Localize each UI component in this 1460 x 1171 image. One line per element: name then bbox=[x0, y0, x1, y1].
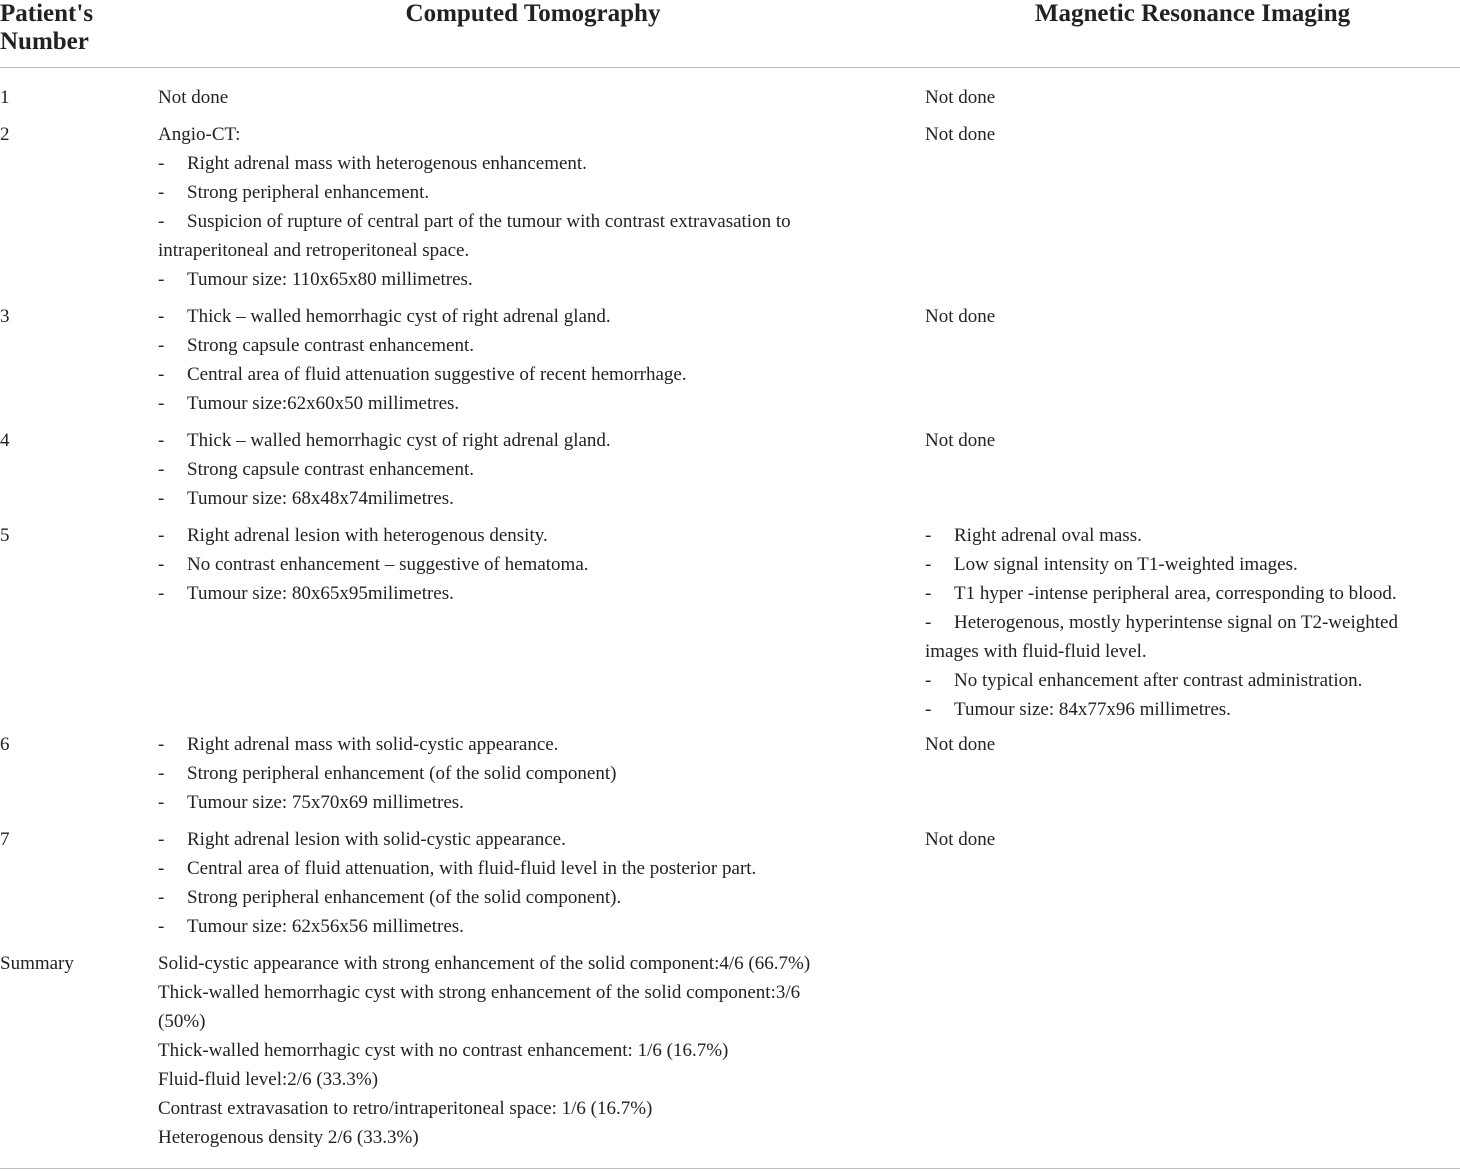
row-6-ct-line: - Right adrenal mass with solid-cystic appearance. bbox=[158, 734, 559, 755]
row-3-ct-line: - Thick – walled hemorrhagic cyst of right adrenal gland. bbox=[158, 306, 611, 327]
summary-line: Contrast extravasation to retro/intraperitoneal space: 1/6 (16.7%) bbox=[158, 1098, 653, 1119]
row-4-ct-line: - Strong capsule contrast enhancement. bbox=[158, 459, 475, 480]
row-5-ct bbox=[158, 521, 908, 608]
summary-line: Solid-cystic appearance with strong enhancement of the solid component:4/6 (66.7%) bbox=[158, 953, 811, 974]
row-5-ct-line: - Tumour size: 80x65x95milimetres. bbox=[158, 583, 454, 604]
row-1-mri-line: Not done bbox=[925, 87, 996, 108]
column-header-patient-number-text: Patient's Number bbox=[0, 0, 94, 55]
summary-line: Thick-walled hemorrhagic cyst with no contrast enhancement: 1/6 (16.7%) bbox=[158, 1040, 729, 1061]
row-5-number: 5 bbox=[0, 525, 10, 546]
row-7-ct bbox=[158, 825, 908, 941]
summary-line: Fluid-fluid level:2/6 (33.3%) bbox=[158, 1069, 379, 1090]
row-2-ct-line: - Right adrenal mass with heterogenous enhancement. bbox=[158, 153, 587, 174]
header-divider bbox=[0, 67, 1460, 68]
column-header-ct: Computed Tomography bbox=[405, 0, 661, 27]
row-5-ct-line: - Right adrenal lesion with heterogenous density. bbox=[158, 525, 548, 546]
row-5-mri-line: - T1 hyper -intense peripheral area, corresponding to blood. bbox=[925, 583, 1397, 604]
row-5-ct-line: - No contrast enhancement – suggestive of hematoma. bbox=[158, 554, 589, 575]
column-header-patient-number bbox=[0, 0, 140, 56]
row-7-mri bbox=[925, 825, 1460, 854]
row-6-ct-line: - Tumour size: 75x70x69 millimetres. bbox=[158, 792, 464, 813]
row-3-mri-line: Not done bbox=[925, 306, 996, 327]
row-1-ct-line: Not done bbox=[158, 87, 229, 108]
row-2-mri bbox=[925, 120, 1460, 149]
row-2-ct-line: intraperitoneal and retroperitoneal space. bbox=[158, 240, 470, 261]
row-3-ct-line: - Strong capsule contrast enhancement. bbox=[158, 335, 475, 356]
row-4-ct-line: - Tumour size: 68x48x74milimetres. bbox=[158, 488, 454, 509]
row-3-mri bbox=[925, 302, 1460, 331]
row-4-ct bbox=[158, 426, 908, 513]
row-3-ct-line: - Tumour size:62x60x50 millimetres. bbox=[158, 393, 460, 414]
row-1-ct bbox=[158, 83, 908, 112]
row-5-mri-line: - Heterogenous, mostly hyperintense signal on T2-weighted bbox=[925, 612, 1398, 633]
column-header-mri: Magnetic Resonance Imaging bbox=[1034, 0, 1351, 27]
row-7-number: 7 bbox=[0, 829, 10, 850]
row-4-ct-line: - Thick – walled hemorrhagic cyst of right adrenal gland. bbox=[158, 430, 611, 451]
row-5-mri-line: - No typical enhancement after contrast administration. bbox=[925, 670, 1363, 691]
row-4-mri-line: Not done bbox=[925, 430, 996, 451]
row-2-ct-line: - Tumour size: 110x65x80 millimetres. bbox=[158, 269, 473, 290]
row-7-mri-line: Not done bbox=[925, 829, 996, 850]
row-2-ct-line: Angio-CT: bbox=[158, 124, 241, 145]
row-4-mri bbox=[925, 426, 1460, 455]
row-7-ct-line: - Strong peripheral enhancement (of the solid component). bbox=[158, 887, 622, 908]
row-6-mri bbox=[925, 730, 1460, 759]
row-6-mri-line: Not done bbox=[925, 734, 996, 755]
row-6-number: 6 bbox=[0, 734, 10, 755]
row-5-mri-line: - Tumour size: 84x77x96 millimetres. bbox=[925, 699, 1231, 720]
row-5-mri-line: - Low signal intensity on T1-weighted images. bbox=[925, 554, 1298, 575]
row-2-ct-line: - Strong peripheral enhancement. bbox=[158, 182, 430, 203]
row-7-ct-line: - Tumour size: 62x56x56 millimetres. bbox=[158, 916, 464, 937]
summary-line: (50%) bbox=[158, 1011, 206, 1032]
row-5-mri bbox=[925, 521, 1460, 724]
summary-ct bbox=[158, 949, 908, 1152]
row-1-number: 1 bbox=[0, 87, 10, 108]
row-2-ct bbox=[158, 120, 908, 294]
row-6-ct-line: - Strong peripheral enhancement (of the solid component) bbox=[158, 763, 617, 784]
row-6-ct bbox=[158, 730, 908, 817]
row-2-mri-line: Not done bbox=[925, 124, 996, 145]
table-bottom-divider bbox=[0, 1168, 1460, 1169]
row-2-number: 2 bbox=[0, 124, 10, 145]
row-1-mri bbox=[925, 83, 1460, 112]
row-7-ct-line: - Right adrenal lesion with solid-cystic appearance. bbox=[158, 829, 566, 850]
row-3-number: 3 bbox=[0, 306, 10, 327]
row-5-mri-line: images with fluid-fluid level. bbox=[925, 641, 1147, 662]
summary-label: Summary bbox=[0, 953, 74, 974]
row-7-ct-line: - Central area of fluid attenuation, with fluid-fluid level in the posterior part. bbox=[158, 858, 757, 879]
summary-line: Thick-walled hemorrhagic cyst with strong enhancement of the solid component:3/6 bbox=[158, 982, 801, 1003]
row-3-ct bbox=[158, 302, 908, 418]
row-5-mri-line: - Right adrenal oval mass. bbox=[925, 525, 1142, 546]
row-2-ct-line: - Suspicion of rupture of central part of the tumour with contrast extravasation to bbox=[158, 211, 791, 232]
row-4-number: 4 bbox=[0, 430, 10, 451]
row-3-ct-line: - Central area of fluid attenuation suggestive of recent hemorrhage. bbox=[158, 364, 687, 385]
summary-line: Heterogenous density 2/6 (33.3%) bbox=[158, 1127, 419, 1148]
